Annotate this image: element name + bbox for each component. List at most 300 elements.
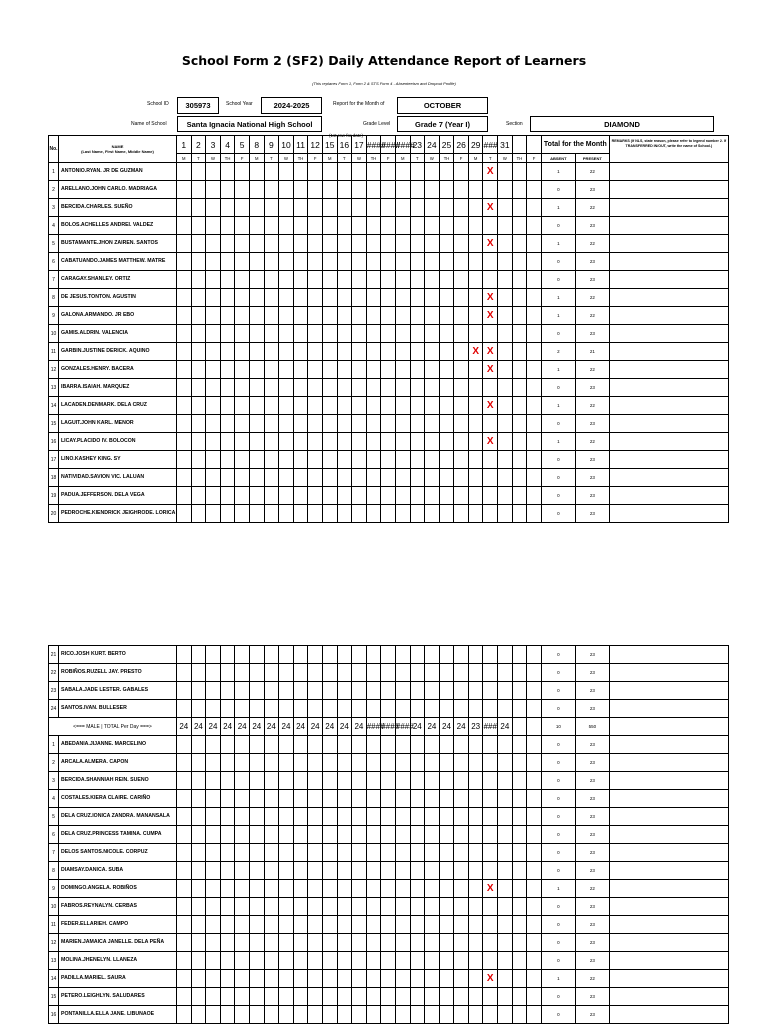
- day-cell: [410, 181, 425, 199]
- remarks-cell: [609, 469, 728, 487]
- day-cell: [381, 682, 396, 700]
- day-cell: [527, 988, 542, 1006]
- day-cell: [498, 271, 513, 289]
- day-cell: [191, 880, 206, 898]
- day-cell: [264, 1006, 279, 1024]
- day-cell: [410, 646, 425, 664]
- day-cell: [483, 271, 498, 289]
- day-of-week-header: M: [468, 154, 483, 163]
- day-cell: [308, 469, 323, 487]
- day-cell: [366, 487, 381, 505]
- day-cell: [249, 433, 264, 451]
- remarks-cell: [609, 433, 728, 451]
- date-header: [512, 136, 527, 154]
- day-of-week-header: W: [498, 154, 513, 163]
- day-cell: [206, 307, 221, 325]
- day-cell: [381, 253, 396, 271]
- day-cell: [468, 397, 483, 415]
- day-cell: [468, 505, 483, 523]
- day-cell: [352, 505, 367, 523]
- absent-mark: X: [483, 880, 498, 898]
- day-cell: [395, 700, 410, 718]
- remarks-cell: [609, 988, 728, 1006]
- day-cell: [249, 181, 264, 199]
- day-cell: [395, 163, 410, 181]
- day-cell: [191, 772, 206, 790]
- day-cell: [439, 361, 454, 379]
- learner-number: 24: [49, 700, 59, 718]
- day-cell: [177, 361, 192, 379]
- day-cell: [395, 1006, 410, 1024]
- day-cell: [191, 307, 206, 325]
- day-cell: [512, 235, 527, 253]
- present-total: 22: [575, 361, 609, 379]
- day-cell: [425, 844, 440, 862]
- day-cell: [337, 469, 352, 487]
- first-row-note: (1st row for date): [329, 133, 364, 138]
- date-header: ###: [483, 136, 498, 154]
- day-cell: [425, 898, 440, 916]
- day-cell: [381, 397, 396, 415]
- day-cell: [206, 772, 221, 790]
- day-cell: [322, 217, 337, 235]
- day-cell: [468, 199, 483, 217]
- day-cell: [308, 1006, 323, 1024]
- day-cell: [425, 646, 440, 664]
- daily-total: 24: [235, 718, 250, 736]
- absent-total: 1: [541, 361, 575, 379]
- day-cell: [454, 862, 469, 880]
- day-cell: [512, 808, 527, 826]
- day-cell: [264, 970, 279, 988]
- day-cell: [468, 271, 483, 289]
- remarks-cell: [609, 862, 728, 880]
- day-cell: [191, 826, 206, 844]
- learner-name: PEDROCHE.KIENDRICK JEIGHRODE. LORICA: [59, 505, 177, 523]
- day-cell: [264, 379, 279, 397]
- day-cell: [249, 970, 264, 988]
- present-total: 23: [575, 253, 609, 271]
- day-cell: [308, 505, 323, 523]
- day-cell: [366, 343, 381, 361]
- day-cell: [191, 970, 206, 988]
- day-cell: [206, 397, 221, 415]
- day-cell: [381, 790, 396, 808]
- day-cell: [235, 646, 250, 664]
- day-cell: [439, 970, 454, 988]
- day-cell: [439, 916, 454, 934]
- day-cell: [220, 307, 235, 325]
- total-header: Total for the Month: [541, 136, 609, 154]
- day-cell: [220, 880, 235, 898]
- day-cell: [395, 952, 410, 970]
- day-cell: [483, 988, 498, 1006]
- day-cell: [352, 898, 367, 916]
- present-total: 23: [575, 451, 609, 469]
- day-cell: [337, 646, 352, 664]
- day-cell: [293, 682, 308, 700]
- day-cell: [308, 808, 323, 826]
- day-cell: [498, 970, 513, 988]
- day-cell: [468, 469, 483, 487]
- day-cell: [366, 970, 381, 988]
- day-cell: [454, 397, 469, 415]
- date-header: ####: [381, 136, 396, 154]
- day-cell: [206, 469, 221, 487]
- day-cell: [498, 934, 513, 952]
- day-cell: [249, 415, 264, 433]
- table-row: [49, 199, 729, 217]
- present-total: 23: [575, 664, 609, 682]
- day-cell: [410, 289, 425, 307]
- day-cell: [235, 235, 250, 253]
- day-cell: [527, 505, 542, 523]
- day-cell: [483, 682, 498, 700]
- day-cell: [512, 163, 527, 181]
- day-cell: [454, 217, 469, 235]
- present-total: 23: [575, 325, 609, 343]
- day-cell: [322, 880, 337, 898]
- table-row: [49, 934, 729, 952]
- day-cell: [352, 379, 367, 397]
- day-cell: [279, 880, 294, 898]
- day-cell: [249, 898, 264, 916]
- day-cell: [235, 844, 250, 862]
- learner-name: GONZALES.HENRY. BACERA: [59, 361, 177, 379]
- day-cell: [220, 754, 235, 772]
- day-cell: [337, 880, 352, 898]
- day-cell: [352, 736, 367, 754]
- table-row: [49, 916, 729, 934]
- day-cell: [235, 397, 250, 415]
- day-cell: [249, 361, 264, 379]
- day-cell: [527, 469, 542, 487]
- day-of-week-header: F: [381, 154, 396, 163]
- day-cell: [293, 343, 308, 361]
- day-cell: [206, 826, 221, 844]
- day-cell: [366, 646, 381, 664]
- day-cell: [483, 790, 498, 808]
- day-cell: [468, 880, 483, 898]
- day-cell: [410, 736, 425, 754]
- absent-total: 0: [541, 826, 575, 844]
- day-cell: [425, 451, 440, 469]
- present-total: 22: [575, 289, 609, 307]
- day-cell: [337, 808, 352, 826]
- learner-name: SABALA.JADE LESTER. GABALES: [59, 682, 177, 700]
- absent-total: 1: [541, 397, 575, 415]
- absent-total: 1: [541, 289, 575, 307]
- day-cell: [425, 325, 440, 343]
- attendance-table-page2: [48, 645, 729, 1024]
- day-cell: [235, 772, 250, 790]
- day-cell: [425, 970, 440, 988]
- day-of-week-header: TH: [220, 154, 235, 163]
- day-cell: [177, 754, 192, 772]
- day-cell: [322, 379, 337, 397]
- day-cell: [410, 862, 425, 880]
- day-cell: [279, 646, 294, 664]
- remarks-cell: [609, 415, 728, 433]
- absent-total: 0: [541, 790, 575, 808]
- day-cell: [410, 397, 425, 415]
- day-cell: [439, 199, 454, 217]
- day-cell: [293, 325, 308, 343]
- present-total: 22: [575, 970, 609, 988]
- day-cell: [235, 934, 250, 952]
- day-cell: [512, 397, 527, 415]
- day-cell: [206, 736, 221, 754]
- day-cell: [279, 469, 294, 487]
- day-cell: [381, 826, 396, 844]
- day-cell: [220, 790, 235, 808]
- day-cell: [235, 952, 250, 970]
- learner-name: DE JESUS.TONTON. AGUSTIN: [59, 289, 177, 307]
- day-cell: [425, 952, 440, 970]
- learner-name: BUSTAMANTE.JHON ZAIREN. SANTOS: [59, 235, 177, 253]
- day-cell: [308, 970, 323, 988]
- day-cell: [206, 271, 221, 289]
- absent-total: 0: [541, 736, 575, 754]
- day-cell: [483, 451, 498, 469]
- learner-number: 8: [49, 289, 59, 307]
- day-cell: [381, 235, 396, 253]
- day-cell: [308, 646, 323, 664]
- day-cell: [293, 736, 308, 754]
- day-cell: [395, 325, 410, 343]
- day-cell: [366, 199, 381, 217]
- daily-total: 24: [425, 718, 440, 736]
- day-cell: [381, 736, 396, 754]
- absent-total: 0: [541, 217, 575, 235]
- day-cell: [439, 379, 454, 397]
- learner-name: BERCIDA.CHARLES. SUEÑO: [59, 199, 177, 217]
- date-header: 26: [454, 136, 469, 154]
- day-cell: [498, 808, 513, 826]
- day-cell: [206, 790, 221, 808]
- day-cell: [439, 988, 454, 1006]
- day-cell: [293, 469, 308, 487]
- day-cell: [483, 664, 498, 682]
- day-cell: [454, 664, 469, 682]
- day-cell: [191, 682, 206, 700]
- day-cell: [191, 415, 206, 433]
- day-cell: [337, 343, 352, 361]
- day-cell: [249, 700, 264, 718]
- learner-number: 23: [49, 682, 59, 700]
- date-header: 11: [293, 136, 308, 154]
- day-cell: [425, 880, 440, 898]
- day-cell: [352, 487, 367, 505]
- day-cell: [220, 199, 235, 217]
- day-cell: [483, 469, 498, 487]
- day-cell: [366, 289, 381, 307]
- day-cell: [439, 487, 454, 505]
- day-cell: [395, 898, 410, 916]
- daily-total: 24: [498, 718, 513, 736]
- day-cell: [279, 163, 294, 181]
- day-cell: [177, 343, 192, 361]
- remarks-cell: [609, 397, 728, 415]
- day-cell: [322, 415, 337, 433]
- day-cell: [381, 664, 396, 682]
- day-cell: [381, 199, 396, 217]
- absent-mark: X: [483, 433, 498, 451]
- present-total: 23: [575, 646, 609, 664]
- learner-number: 17: [49, 451, 59, 469]
- absent-mark: X: [483, 289, 498, 307]
- remarks-cell: [609, 181, 728, 199]
- day-cell: [439, 646, 454, 664]
- day-cell: [264, 217, 279, 235]
- day-cell: [498, 325, 513, 343]
- day-cell: [366, 505, 381, 523]
- day-cell: [220, 952, 235, 970]
- day-cell: [279, 826, 294, 844]
- day-cell: [322, 736, 337, 754]
- day-cell: [191, 163, 206, 181]
- day-cell: [279, 952, 294, 970]
- day-cell: [249, 253, 264, 271]
- day-cell: [235, 808, 250, 826]
- day-cell: [512, 844, 527, 862]
- day-cell: [454, 469, 469, 487]
- day-cell: [527, 361, 542, 379]
- learner-number: 3: [49, 199, 59, 217]
- day-cell: [337, 289, 352, 307]
- day-cell: [410, 700, 425, 718]
- day-cell: [498, 253, 513, 271]
- day-cell: [293, 487, 308, 505]
- learner-name: BERCIDA.SHANNIAH REIN. SUENO: [59, 772, 177, 790]
- day-cell: [337, 181, 352, 199]
- day-cell: [512, 505, 527, 523]
- learner-number: 4: [49, 217, 59, 235]
- day-cell: [308, 253, 323, 271]
- day-cell: [191, 736, 206, 754]
- day-cell: [249, 451, 264, 469]
- day-cell: [264, 754, 279, 772]
- learner-number: 16: [49, 1006, 59, 1024]
- day-cell: [352, 844, 367, 862]
- day-cell: [308, 181, 323, 199]
- day-cell: [512, 754, 527, 772]
- learner-number: 22: [49, 664, 59, 682]
- day-cell: [410, 934, 425, 952]
- day-cell: [366, 1006, 381, 1024]
- day-cell: [206, 862, 221, 880]
- day-cell: [293, 289, 308, 307]
- day-cell: [235, 253, 250, 271]
- daily-total: 24: [293, 718, 308, 736]
- day-cell: [381, 808, 396, 826]
- day-cell: [454, 253, 469, 271]
- day-cell: [279, 361, 294, 379]
- day-cell: [279, 844, 294, 862]
- remarks-cell: [609, 199, 728, 217]
- day-cell: [220, 181, 235, 199]
- day-cell: [527, 307, 542, 325]
- day-cell: [308, 934, 323, 952]
- day-cell: [322, 505, 337, 523]
- no-header: No.: [49, 136, 59, 163]
- day-cell: [527, 808, 542, 826]
- day-of-week-header: T: [264, 154, 279, 163]
- day-cell: [395, 826, 410, 844]
- day-cell: [352, 682, 367, 700]
- day-cell: [308, 880, 323, 898]
- learner-number: 1: [49, 736, 59, 754]
- day-cell: [352, 916, 367, 934]
- date-header: 23: [410, 136, 425, 154]
- day-cell: [206, 361, 221, 379]
- day-cell: [395, 754, 410, 772]
- day-cell: [177, 934, 192, 952]
- report-month-label: Report for the Month of: [333, 101, 385, 107]
- daily-total: 24: [454, 718, 469, 736]
- day-cell: [337, 505, 352, 523]
- day-cell: [308, 826, 323, 844]
- day-cell: [322, 898, 337, 916]
- day-cell: [249, 487, 264, 505]
- day-cell: [527, 916, 542, 934]
- day-cell: [381, 415, 396, 433]
- daily-total: 24: [191, 718, 206, 736]
- day-cell: [249, 952, 264, 970]
- day-cell: [177, 235, 192, 253]
- day-cell: [206, 700, 221, 718]
- day-cell: [410, 235, 425, 253]
- day-cell: [410, 253, 425, 271]
- day-cell: [512, 646, 527, 664]
- day-cell: [206, 844, 221, 862]
- day-cell: [279, 181, 294, 199]
- day-cell: [264, 808, 279, 826]
- learner-name: DIAMSAY.DANICA. SUBA: [59, 862, 177, 880]
- day-cell: [322, 700, 337, 718]
- day-cell: [512, 772, 527, 790]
- day-cell: [425, 988, 440, 1006]
- day-cell: [322, 289, 337, 307]
- day-cell: [293, 826, 308, 844]
- day-cell: [454, 826, 469, 844]
- day-cell: [293, 397, 308, 415]
- day-cell: [454, 754, 469, 772]
- day-cell: [177, 844, 192, 862]
- day-cell: [498, 1006, 513, 1024]
- attendance-table-page1: [48, 135, 729, 523]
- present-total: 22: [575, 235, 609, 253]
- day-cell: [220, 844, 235, 862]
- remarks-cell: [609, 808, 728, 826]
- present-total: 23: [575, 772, 609, 790]
- day-cell: [264, 682, 279, 700]
- absent-total: 0: [541, 1006, 575, 1024]
- day-cell: [337, 682, 352, 700]
- day-cell: [249, 754, 264, 772]
- day-cell: [220, 469, 235, 487]
- day-cell: [498, 862, 513, 880]
- day-cell: [527, 199, 542, 217]
- day-cell: [206, 343, 221, 361]
- day-cell: [279, 988, 294, 1006]
- present-total: 22: [575, 433, 609, 451]
- day-cell: [468, 808, 483, 826]
- day-cell: [439, 217, 454, 235]
- day-cell: [483, 772, 498, 790]
- day-cell: [249, 844, 264, 862]
- day-cell: [425, 1006, 440, 1024]
